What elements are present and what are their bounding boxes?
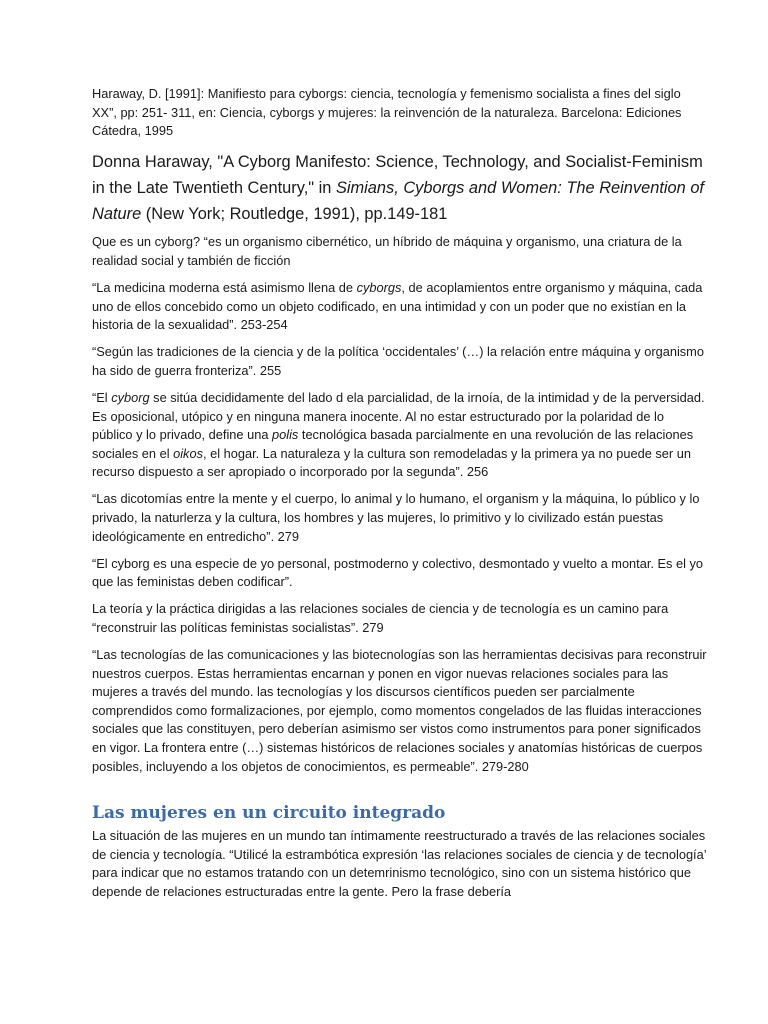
reference-english-publisher: (New York; Routledge, 1991), pp.149-181 [141,205,448,224]
paragraph-parcialidad-italic-oikos: oikos [173,445,203,461]
section-heading: Las mujeres en un circuito integrado [92,803,446,824]
paragraph-parcialidad-italic-cyborg: cyborg [111,389,150,405]
paragraph-cyborg-definition: Que es un cyborg? “es un organismo cibernético, un híbrido de máquina y organismo, una criatura de la realidad social y también de ficción [92,234,682,268]
reference-english-title: Simians, Cyborgs and Women: The Reinvention of Nature [92,179,704,224]
paragraph-tradiciones: “Según las tradiciones de la ciencia y de la política ‘occidentales’ (…) la relación entre máquina y organismo ha sido de guerra fronteriza”. 255 [92,344,704,378]
paragraph-parcialidad-text-b: se sitúa decididamente del lado d ela parcialidad, de la irnoía, de la intimidad y de la perversidad. Es oposicional, utópico y en ninguna manera inocente. Al no estar estructurado por la polaridad de lo público y lo privado, define una [92,389,705,443]
paragraph-teoria-practica: La teoría y la práctica dirigidas a las relaciones sociales de ciencia y de tecnología es un camino para “reconstruir las políticas feministas socialistas”. 279 [92,601,669,635]
paragraph-parcialidad [92,389,708,482]
paragraph-medicina-text-b: , de acoplamientos entre organismo y máquina, cada uno de ellos concebido como un objeto codificado, en una intimidad y con un poder que no existían en la historia de la sexualidad”. 253-254 [92,279,703,333]
reference-english [92,149,708,227]
paragraph-situacion-mujeres: La situación de las mujeres en un mundo tan íntimamente reestructurado a través de las relaciones sociales de ciencia y tecnología. “Utilicé la estrambótica expresión ‘las relaciones sociales de ciencia y de tecnología’ para indicar que no estamos tratando con un detemrinismo tecnológico, sino con un sistema histórico que depende de relaciones estructuradas entre la gente. Pero la frase debería [92,828,707,899]
paragraph-yo-personal: “El cyborg es una especie de yo personal, postmoderno y colectivo, desmontado y vuelto a montar. Es el yo que las feministas deben codificar”. [92,555,704,590]
paragraph-medicina [92,279,708,335]
paragraph-medicina-text-a: “La medicina moderna está asimismo llena de [92,279,357,295]
reference-spanish: Haraway, D. [1991]: Manifiesto para cyborgs: ciencia, tecnología y femenismo socialista a fines del siglo XX”, pp: 251- 311, en: Ciencia, cyborgs y mujeres: la reinvención de la naturaleza. Barcelona: Ediciones Cátedra, 1995 [92,86,682,139]
paragraph-parcialidad-text-d: , el hogar. La naturaleza y la cultura son remodeladas y la primera ya no puede ser un recurso dispuesto a ser apropiado o incorporado por la segunda”. 256 [92,445,691,480]
paragraph-tecnologias: “Las tecnologías de las comunicaciones y las biotecnologías son las herramientas decisivas para reconstruir nuestros cuerpos. Estas herramientas encarnan y ponen en vigor nuevas relaciones sociales para las mujeres a través del mundo. las tecnologías y los discursos científicos pueden ser parcialmente comprendidos como formalizaciones, por ejemplo, como momentos congelados de las fluidas interacciones sociales que las constituyen, pero deberían asimismo ser vistos como instrumentos para poner significados en vigor. La frontera entre (…) sistemas históricos de relaciones sociales y anatomías históricas de cuerpos posibles, incluyendo a los objetos de conocimientos, es permeable”. 279-280 [92,647,707,774]
paragraph-medicina-italic: cyborgs [356,279,402,295]
paragraph-parcialidad-italic-polis: polis [272,427,299,443]
paragraph-parcialidad-text-a: “El [92,389,112,405]
reference-english-text: Donna Haraway, "A Cyborg Manifesto: Science, Technology, and Socialist-Feminism in the Late Twentieth Century," in [92,153,703,198]
paragraph-parcialidad-text-c: tecnológica basada parcialmente en una revolución de las relaciones sociales en el [92,427,694,461]
paragraph-dicotomias: “Las dicotomías entre la mente y el cuerpo, lo animal y lo humano, el organism y la máquina, lo público y lo privado, la naturlerza y la cultura, los hombres y las mujeres, lo primitivo y lo civilizado están puestas ideológicamente en entredicho”. 279 [92,491,700,544]
